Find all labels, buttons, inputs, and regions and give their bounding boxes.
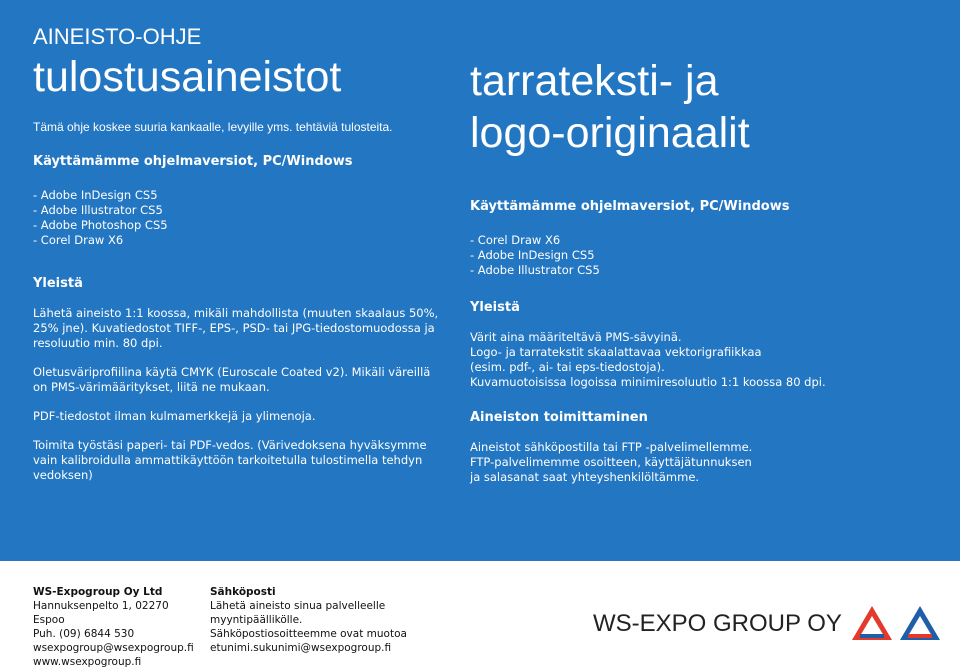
title-right-line1: tarrateksti- ja	[470, 57, 719, 105]
title-right-line2: logo-originaalit	[470, 109, 750, 157]
delivery-lines	[470, 440, 940, 485]
software-list-left	[33, 188, 443, 248]
paragraph: PDF-tiedostot ilman kulmamerkkejä ja ylimenoja.	[33, 409, 316, 423]
intro-text: Tämä ohje koskee suuria kankaalle, levyille yms. tehtäviä tulosteita.	[33, 120, 393, 134]
general-line: Värit aina määriteltävä PMS-sävyinä.	[470, 330, 682, 344]
delivery-line: ja salasanat saat yhteyshenkilöltämme.	[470, 470, 700, 484]
paragraph: Oletusväriprofiilina käytä CMYK (Euroscale Coated v2). Mikäli väreillä on PMS-värimääritykset, liitä ne mukaan.	[33, 365, 431, 394]
software-item: - Adobe InDesign CS5	[470, 248, 595, 262]
website: www.wsexpogroup.fi	[33, 656, 142, 668]
paragraph: Toimita työstäsi paperi- tai PDF-vedos. (Värivedoksena hyväksymme vain kalibroidulla ammattikäyttöön tarkoitetulla tulostimella tehdyn vedoksen)	[33, 438, 427, 482]
software-heading-right: Käyttämämme ohjelmaversiot, PC/Windows	[470, 199, 790, 214]
general-section-right	[470, 300, 940, 390]
software-list-right	[470, 233, 940, 278]
kicker: AINEISTO-OHJE	[33, 24, 202, 49]
email-line: Lähetä aineisto sinua palvelleelle myyntipäällikölle.	[210, 600, 386, 626]
delivery-section	[470, 410, 940, 485]
general-lines-right	[470, 330, 940, 390]
delivery-heading: Aineiston toimittaminen	[470, 410, 648, 425]
software-item: - Adobe Illustrator CS5	[470, 263, 600, 277]
address: Hannuksenpelto 1, 02270 Espoo	[33, 600, 169, 626]
general-line: Kuvamuotoisissa logoissa minimiresoluutio 1:1 koossa 80 dpi.	[470, 375, 826, 389]
company-block	[33, 585, 203, 669]
delivery-line: Aineistot sähköpostilla tai FTP -palvelimellemme.	[470, 440, 753, 454]
triangle-mark-icon	[898, 604, 942, 642]
general-section-left	[33, 276, 443, 483]
software-item: - Adobe Photoshop CS5	[33, 218, 168, 232]
company-name: WS-Expogroup Oy Ltd	[33, 586, 163, 598]
triangle-mark-icon	[850, 604, 894, 642]
software-item: - Adobe Illustrator CS5	[33, 203, 163, 217]
email-format: etunimi.sukunimi@wsexpogroup.fi	[210, 642, 392, 654]
software-item: - Adobe InDesign CS5	[33, 188, 158, 202]
company-logo-text: WS-EXPO GROUP OY	[593, 610, 842, 637]
right-column	[470, 55, 940, 485]
left-column	[33, 24, 443, 497]
software-heading-left: Käyttämämme ohjelmaversiot, PC/Windows	[33, 154, 353, 169]
general-line: Logo- ja tarratekstit skaalattavaa vektorigrafiikkaa	[470, 345, 762, 359]
general-line: (esim. pdf-, ai- tai eps-tiedostoja).	[470, 360, 665, 374]
general-heading-right: Yleistä	[470, 300, 520, 315]
email-heading: Sähköposti	[210, 586, 276, 598]
phone: Puh. (09) 6844 530	[33, 628, 135, 640]
title-right	[470, 55, 940, 159]
company-email: wsexpogroup@wsexpogroup.fi	[33, 642, 194, 654]
paragraph: Lähetä aineisto 1:1 koossa, mikäli mahdollista (muuten skaalaus 50%, 25% jne). Kuvatiedostot TIFF-, EPS-, PSD- tai JPG-tiedostomuodossa ja resoluutio min. 80 dpi.	[33, 306, 439, 350]
delivery-line: FTP-palvelimemme osoitteen, käyttäjätunnuksen	[470, 455, 752, 469]
software-item: - Corel Draw X6	[470, 233, 561, 247]
general-heading-left: Yleistä	[33, 276, 83, 291]
title-left: tulostusaineistot	[33, 53, 342, 101]
software-item: - Corel Draw X6	[33, 233, 124, 247]
email-line: Sähköpostiosoitteemme ovat muotoa	[210, 628, 407, 640]
email-block	[210, 585, 470, 655]
